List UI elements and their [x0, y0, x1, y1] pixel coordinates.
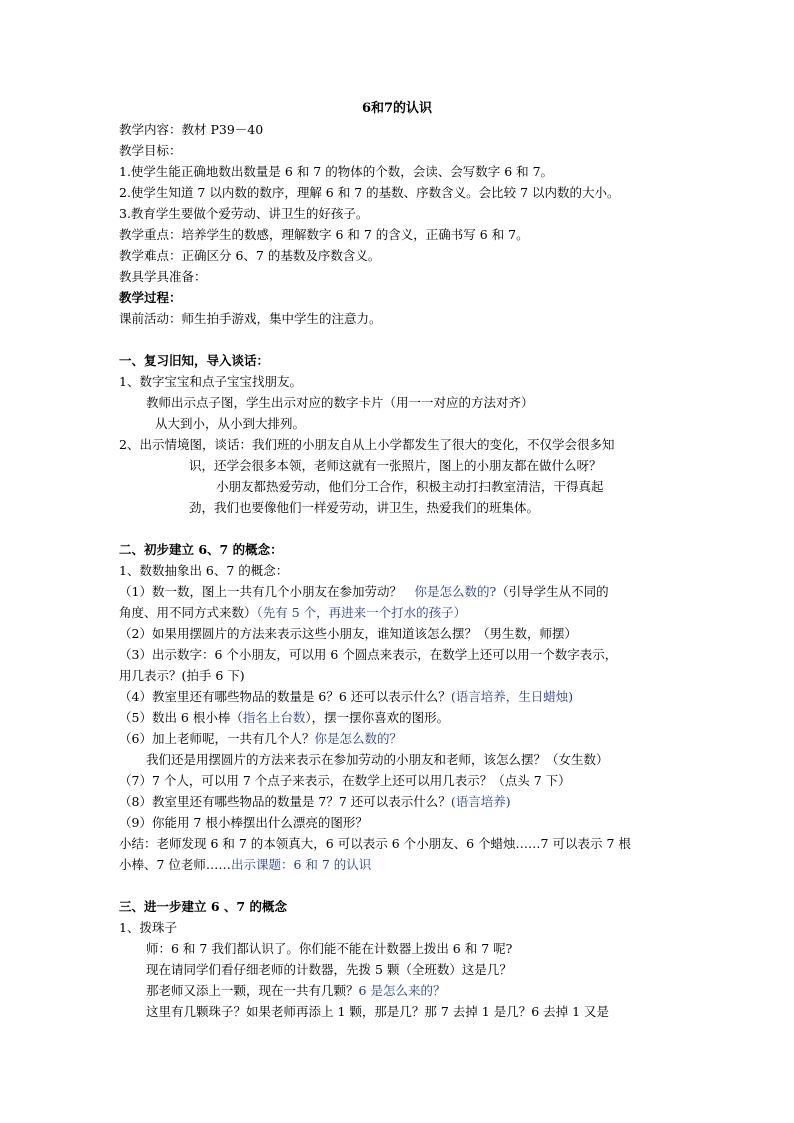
text-line — [119, 686, 679, 707]
text-line: 小朋友都热爱劳动，他们分工合作，积极主动打扫教室清洁，干得真起 — [216, 479, 604, 494]
text-line: 1、数字宝宝和点子宝宝找朋友。 — [119, 374, 302, 389]
text-line: （7）7 个人，可以用 7 个点子来表示，在数学上还可以用几表示？（点头 7 下） — [119, 773, 571, 788]
highlight-text: (语言培养，生日蜡烛) — [450, 689, 574, 704]
text-line: （3）出示数字：6 个小朋友，可以用 6 个圆点来表示，在数学上还可以用一个数字表示， — [119, 647, 618, 662]
highlight-text: 出示课题：6 和 7 的认识 — [230, 857, 372, 872]
document-body — [119, 119, 679, 1022]
text-line — [119, 728, 679, 749]
text-line — [119, 980, 679, 1001]
text-line: 2.使学生知道 7 以内数的数序，理解 6 和 7 的基数、序数含义。会比较 7 以内数的大小。 — [119, 185, 620, 200]
text-line: 教学内容：教材 P39－40 — [119, 122, 264, 137]
text-run: （5）数出 6 根小棒（ — [119, 710, 243, 725]
highlight-text: （先有 5 个，再进来一个打水的孩子） — [256, 605, 467, 620]
highlight-text: 6 是怎么来的？ — [358, 983, 446, 998]
text-line: 现在请同学们看仔细老师的计数器，先拨 5 颗（全班数）这是几？ — [146, 962, 512, 977]
text-line: 用几表示？(拍手 6 下) — [119, 668, 245, 683]
section-heading: 一、复习旧知，导入谈话： — [119, 353, 270, 368]
text-line: 1、拨珠子 — [119, 920, 177, 935]
text-line: 教师出示点子图，学生出示对应的数字卡片（用一一对应的方法对齐） — [146, 395, 534, 410]
text-line: 小结：老师发现 6 和 7 的本领真大，6 可以表示 6 个小朋友、6 个蜡烛……7 可以表示 7 根 — [119, 836, 631, 851]
text-run: ），摆一摆你喜欢的图形。 — [305, 710, 450, 725]
text-line — [119, 854, 679, 875]
page-title: 6和7的认识 — [361, 101, 433, 116]
text-line: （9）你能用 7 根小棒摆出什么漂亮的图形？ — [119, 815, 368, 830]
highlight-text: (语言培养) — [450, 794, 511, 809]
text-line: 2、出示情境图，谈话：我们班的小朋友自从上小学都发生了很大的变化，不仅学会很多知 — [119, 437, 615, 452]
text-run: （1）数一数，图上一共有几个小朋友在参加劳动？ — [119, 584, 415, 599]
highlight-text: 你是怎么数的？ — [314, 731, 402, 746]
text-run: （4）教室里还有哪些物品的数量是 6？6 还可以表示什么？ — [119, 689, 451, 704]
text-run: 小棒、7 位老师…… — [119, 857, 231, 872]
section-heading: 二、初步建立 6、7 的概念： — [119, 542, 283, 557]
text-line: 3.教育学生要做个爱劳动、讲卫生的好孩子。 — [119, 206, 369, 221]
highlight-text: 指名上台数 — [242, 710, 306, 725]
text-run: 那老师又添上一颗，现在一共有几颗？ — [146, 983, 359, 998]
text-line — [119, 707, 679, 728]
highlight-text: 你是怎么数的? — [414, 584, 497, 599]
text-line: 教具学具准备： — [119, 269, 207, 284]
text-run: 角度、用不同方式来数） — [119, 605, 257, 620]
text-line: 识，还学会很多本领，老师这就有一张照片，图上的小朋友都在做什么呀？ — [189, 458, 602, 473]
text-line: 教学目标： — [119, 143, 182, 158]
section-heading: 教学过程： — [119, 290, 182, 305]
text-run: （8）教室里还有哪些物品的数量是 7？7 还可以表示什么？ — [119, 794, 451, 809]
text-run: （6）加上老师呢，一共有几个人？ — [119, 731, 315, 746]
text-line: 从大到小，从小到大排列。 — [155, 416, 306, 431]
text-line: 课前活动：师生拍手游戏，集中学生的注意力。 — [119, 311, 382, 326]
text-line: 教学难点：正确区分 6、7 的基数及序数含义。 — [119, 248, 381, 263]
section-heading: 三、进一步建立 6 、7 的概念 — [119, 899, 287, 914]
text-line: 劲，我们也要像他们一样爱劳动，讲卫生，热爱我们的班集体。 — [189, 500, 540, 515]
text-line — [119, 581, 679, 602]
text-line: 师：6 和 7 我们都认识了。你们能不能在计数器上拨出 6 和 7 呢? — [146, 941, 513, 956]
text-line: 教学重点：培养学生的数感，理解数字 6 和 7 的含义，正确书写 6 和 7。 — [119, 227, 529, 242]
text-line: 1、数数抽象出 6、7 的概念： — [119, 563, 289, 578]
text-line — [119, 791, 679, 812]
text-line: （2）如果用摆圆片的方法来表示这些小朋友，谁知道该怎么摆？（男生数，师摆） — [119, 626, 577, 641]
text-run: （引导学生从不同的 — [496, 584, 609, 599]
text-line: 我们还是用摆圆片的方法来表示在参加劳动的小朋友和老师，该怎么摆？（女生数） — [146, 752, 609, 767]
text-line: 这里有几颗珠子？如果老师再添上 1 颗，那是几？那 7 去掉 1 是几？6 去掉 1 又是 — [146, 1004, 610, 1019]
text-line — [119, 602, 679, 623]
text-line: 1.使学生能正确地数出数量是 6 和 7 的物体的个数，会读、会写数字 6 和 7。 — [119, 164, 554, 179]
